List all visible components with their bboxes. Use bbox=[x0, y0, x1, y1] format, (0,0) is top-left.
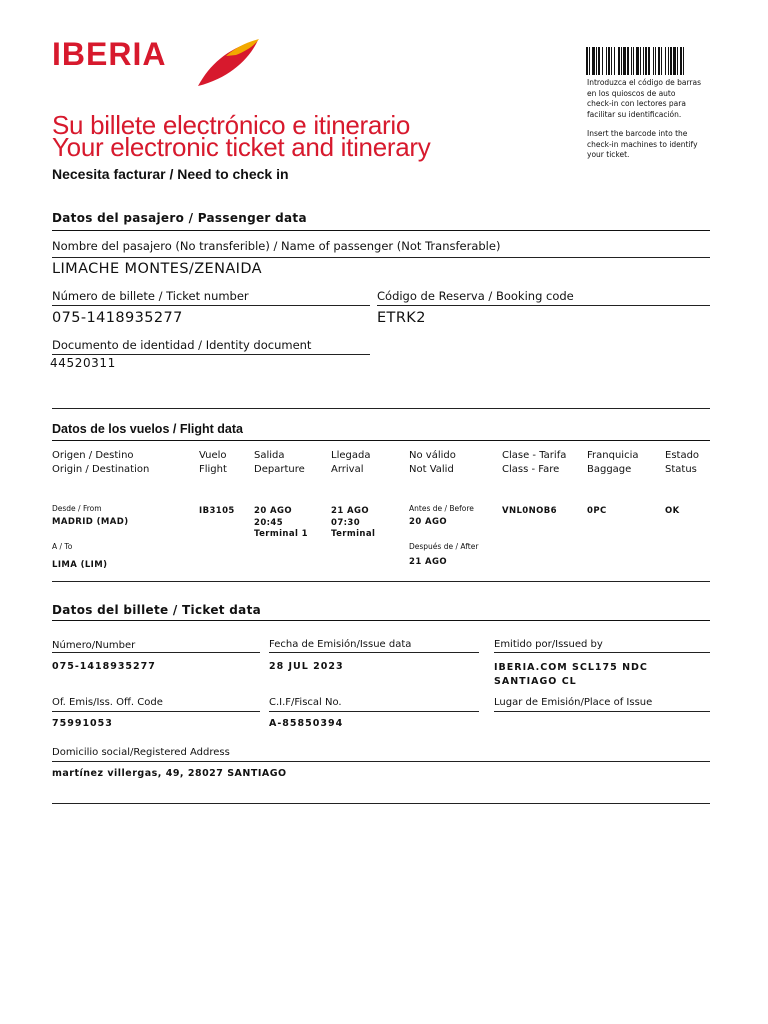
divider bbox=[52, 440, 710, 441]
checkin-notice: Necesita facturar / Need to check in bbox=[52, 166, 289, 182]
header-status bbox=[665, 450, 699, 475]
header-not-valid bbox=[409, 450, 456, 475]
divider bbox=[269, 711, 479, 712]
barcode-note-line: check-in con lectores para bbox=[587, 99, 686, 108]
header-flight bbox=[199, 450, 227, 475]
barcode-bar bbox=[648, 47, 650, 75]
barcode-bar bbox=[665, 47, 666, 75]
barcode-bar bbox=[683, 47, 684, 75]
registered-address-value: martínez villergas, 49, 28027 SANTIAGO bbox=[52, 768, 287, 779]
barcode-bar bbox=[633, 47, 634, 75]
divider bbox=[52, 761, 710, 762]
flight-table-header bbox=[0, 450, 768, 480]
booking-code: ETRK2 bbox=[377, 310, 426, 326]
divider bbox=[494, 711, 710, 712]
divider bbox=[52, 803, 710, 804]
barcode-bar bbox=[598, 47, 600, 75]
header-es: Salida bbox=[254, 450, 285, 461]
fiscal-number-value: A-85850394 bbox=[269, 718, 344, 729]
barcode-bar bbox=[602, 47, 603, 75]
iberia-logo-text: IBERIA bbox=[52, 36, 167, 72]
page-title-es: Su billete electrónico e itinerario bbox=[52, 110, 411, 140]
divider bbox=[52, 230, 710, 231]
divider bbox=[52, 652, 260, 653]
header-en: Flight bbox=[199, 464, 227, 475]
header-origin bbox=[52, 450, 149, 475]
departure-terminal: Terminal 1 bbox=[254, 529, 308, 539]
header-en: Class - Fare bbox=[502, 464, 560, 475]
not-valid-before: 20 AGO bbox=[409, 517, 447, 527]
header-class-fare bbox=[502, 450, 566, 475]
barcode-bar bbox=[643, 47, 644, 75]
issue-date-label: Fecha de Emisión/Issue data bbox=[269, 639, 412, 650]
barcode-bar bbox=[668, 47, 669, 75]
ticket-number-value: 075-1418935277 bbox=[52, 661, 156, 672]
header-en: Baggage bbox=[587, 464, 632, 475]
from-city: MADRID (MAD) bbox=[52, 517, 129, 527]
barcode-bar bbox=[611, 47, 612, 75]
barcode-bar bbox=[658, 47, 660, 75]
arrival-date: 21 AGO bbox=[331, 506, 369, 516]
barcode-bar bbox=[677, 47, 678, 75]
departure-date: 20 AGO bbox=[254, 506, 292, 516]
section-title-ticket: Datos del billete / Ticket data bbox=[52, 603, 262, 617]
office-code-value: 75991053 bbox=[52, 718, 113, 729]
divider bbox=[377, 305, 710, 306]
divider bbox=[52, 257, 710, 258]
barcode-bar bbox=[673, 47, 676, 75]
barcode-bar bbox=[621, 47, 622, 75]
section-title-passenger: Datos del pasajero / Passenger data bbox=[52, 211, 307, 225]
barcode-bar bbox=[614, 47, 615, 75]
barcode-note-en bbox=[587, 129, 698, 161]
barcode-bar bbox=[653, 47, 654, 75]
header-es: Franquicia bbox=[587, 450, 639, 461]
barcode-bar bbox=[631, 47, 632, 75]
flight-status: OK bbox=[665, 506, 680, 516]
barcode-note-line: Insert the barcode into the bbox=[587, 129, 688, 138]
barcode-bar bbox=[661, 47, 662, 75]
flight-number: IB3105 bbox=[199, 506, 235, 516]
barcode-bar bbox=[680, 47, 682, 75]
barcode-bar bbox=[640, 47, 641, 75]
page-title-en: Your electronic ticket and itinerary bbox=[52, 132, 431, 162]
barcode-note-line: facilitar su identificación. bbox=[587, 109, 682, 119]
barcode-bar bbox=[627, 47, 629, 75]
header-en: Departure bbox=[254, 464, 305, 475]
divider bbox=[52, 620, 710, 621]
section-title-flights: Datos de los vuelos / Flight data bbox=[52, 422, 244, 436]
registered-address-label: Domicilio social/Registered Address bbox=[52, 747, 230, 758]
header-arrival bbox=[331, 450, 370, 475]
barcode-bar bbox=[623, 47, 626, 75]
barcode-note-line: your ticket. bbox=[587, 150, 630, 159]
arrival-terminal: Terminal bbox=[331, 529, 376, 539]
divider bbox=[269, 652, 479, 653]
header-es: Vuelo bbox=[199, 450, 227, 461]
from-label: Desde / From bbox=[52, 504, 102, 513]
not-valid-after: 21 AGO bbox=[409, 557, 447, 567]
barcode-note-es bbox=[587, 78, 701, 120]
barcode-bar bbox=[596, 47, 597, 75]
divider bbox=[52, 305, 370, 306]
header-baggage bbox=[587, 450, 638, 475]
arrival-time: 07:30 bbox=[331, 517, 361, 528]
header-es: Estado bbox=[665, 450, 700, 461]
header-es: No válido bbox=[409, 450, 456, 461]
header-es: Llegada bbox=[331, 450, 371, 461]
to-city: LIMA (LIM) bbox=[52, 560, 108, 570]
divider bbox=[494, 652, 710, 653]
barcode-bar bbox=[589, 47, 590, 75]
divider bbox=[52, 408, 710, 409]
barcode-bar bbox=[636, 47, 639, 75]
departure-time: 20:45 bbox=[254, 517, 284, 528]
header-es: Clase - Tarifa bbox=[502, 450, 567, 461]
header-departure bbox=[254, 450, 305, 475]
barcode-note-line: check-in machines to identify bbox=[587, 139, 698, 149]
issued-by-label: Emitido por/Issued by bbox=[494, 639, 603, 650]
fiscal-number-label: C.I.F/Fiscal No. bbox=[269, 697, 342, 708]
barcode-bar bbox=[606, 47, 607, 75]
barcode-bar bbox=[618, 47, 620, 75]
baggage-allowance: 0PC bbox=[587, 506, 607, 516]
barcode-image bbox=[586, 47, 716, 75]
arrival-info bbox=[331, 506, 375, 541]
place-of-issue-label: Lugar de Emisión/Place of Issue bbox=[494, 697, 653, 708]
divider bbox=[52, 581, 710, 582]
header-en: Origin / Destination bbox=[52, 464, 150, 475]
issued-by-line: IBERIA.COM SCL175 NDC bbox=[494, 662, 648, 673]
barcode-bar bbox=[592, 47, 595, 75]
ticket-number-label: Número/Number bbox=[52, 640, 136, 651]
barcode-bar bbox=[655, 47, 656, 75]
barcode-note-line: en los quioscos de auto bbox=[587, 88, 676, 98]
ticket-number: 075-1418935277 bbox=[52, 310, 183, 326]
passenger-name: LIMACHE MONTES/ZENAIDA bbox=[52, 261, 262, 277]
issue-date-value: 28 JUL 2023 bbox=[269, 661, 344, 672]
identity-document-label: Documento de identidad / Identity document bbox=[52, 338, 312, 352]
barcode-bar bbox=[670, 47, 672, 75]
divider bbox=[52, 354, 370, 355]
barcode-bar bbox=[608, 47, 610, 75]
issued-by-value bbox=[494, 661, 648, 689]
identity-document: 44520311 bbox=[50, 356, 116, 370]
ticket-number-label: Número de billete / Ticket number bbox=[52, 289, 249, 303]
header-es: Origen / Destino bbox=[52, 450, 134, 461]
not-valid-after-label: Después de / After bbox=[409, 542, 479, 551]
flight-row bbox=[0, 504, 768, 574]
barcode-bar bbox=[586, 47, 588, 75]
barcode-bar bbox=[645, 47, 647, 75]
booking-code-label: Código de Reserva / Booking code bbox=[377, 289, 574, 303]
passenger-name-label: Nombre del pasajero (No transferible) / Name of passenger (Not Transferable) bbox=[52, 239, 501, 253]
iberia-logo-wing-icon bbox=[196, 38, 262, 88]
issued-by-line: SANTIAGO CL bbox=[494, 676, 577, 687]
header-en: Not Valid bbox=[409, 464, 454, 475]
header-en: Arrival bbox=[331, 464, 364, 475]
office-code-label: Of. Emis/Iss. Off. Code bbox=[52, 697, 163, 708]
to-label: A / To bbox=[52, 542, 73, 551]
not-valid-before-label: Antes de / Before bbox=[409, 504, 474, 513]
departure-info bbox=[254, 506, 308, 541]
divider bbox=[52, 711, 260, 712]
header-en: Status bbox=[665, 464, 697, 475]
barcode-note-line: Introduzca el código de barras bbox=[587, 78, 701, 87]
fare-class: VNL0NOB6 bbox=[502, 506, 557, 516]
